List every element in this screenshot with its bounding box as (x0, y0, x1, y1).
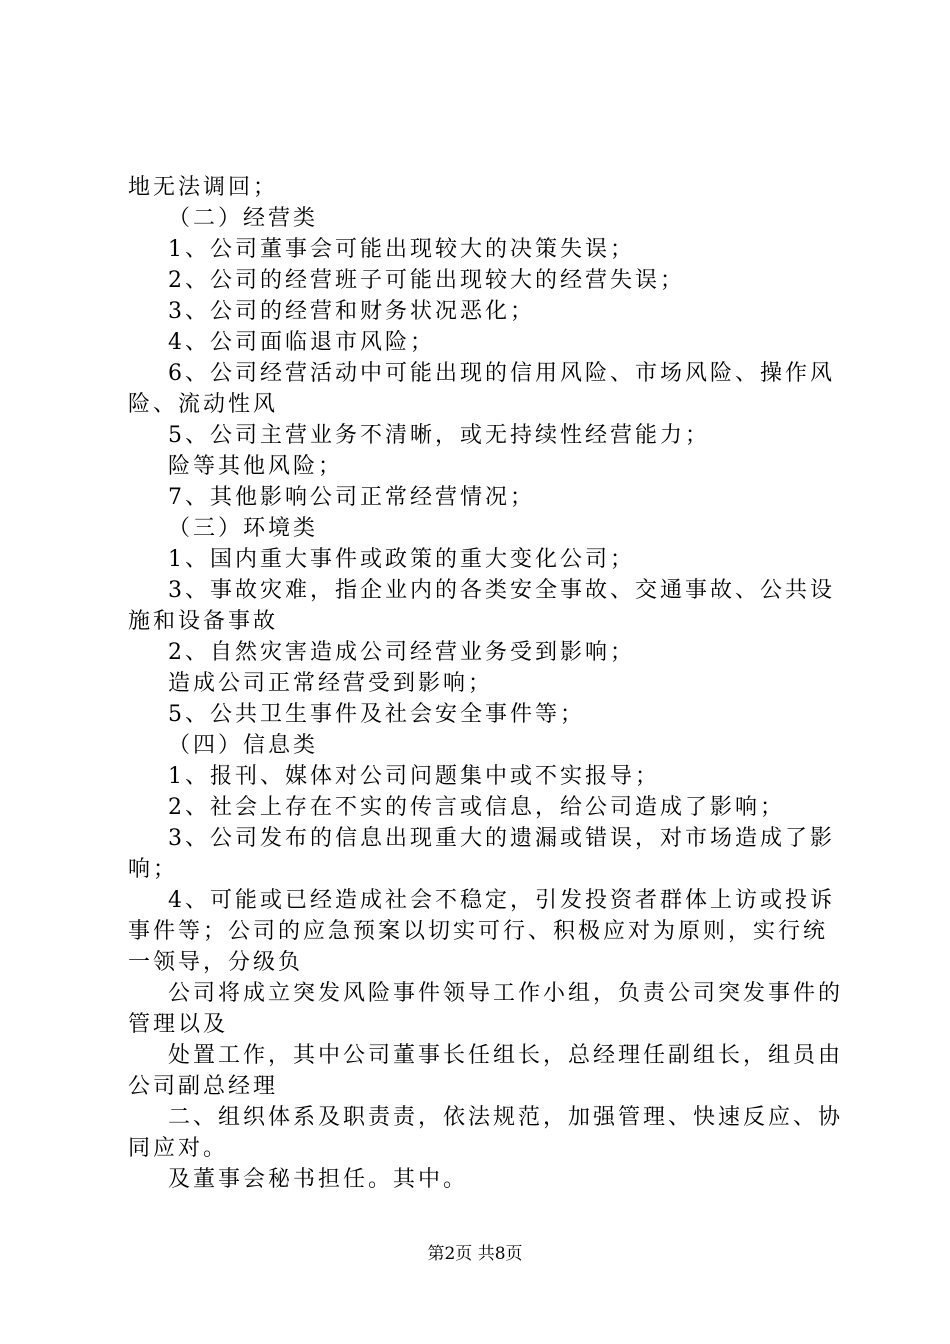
paragraph: 3、公司的经营和财务状况恶化； (128, 299, 535, 324)
paragraph: 及董事会秘书担任。其中。 (128, 1167, 468, 1192)
paragraph: 2、公司的经营班子可能出现较大的经营失误； (128, 268, 685, 293)
paragraph: 3、公司发布的信息出现重大的遗漏或错误，对市场造成了影响； (128, 826, 835, 882)
paragraph: 公司将成立突发风险事件领导工作小组，负责公司突发事件的管理以及 (128, 981, 843, 1037)
paragraph: 二、组织体系及职责责，依法规范，加强管理、快速反应、协同应对。 (128, 1105, 843, 1161)
paragraph: 5、公司主营业务不清晰，或无持续性经营能力； (128, 423, 710, 448)
paragraph: 地无法调回； (128, 175, 279, 200)
section-heading: （三）环境类 (128, 516, 318, 541)
paragraph: 4、公司面临退市风险； (128, 330, 435, 355)
section-heading: （二）经营类 (128, 206, 318, 231)
paragraph: 4、可能或已经造成社会不稳定，引发投资者群体上访或投诉事件等；公司的应急预案以切实可行、积极应对为原则，实行统一领导，分级负 (128, 888, 835, 975)
paragraph: 处置工作，其中公司董事长任组长，总经理任副组长，组员由公司副总经理 (128, 1043, 843, 1099)
paragraph: 1、公司董事会可能出现较大的决策失误； (128, 237, 635, 262)
paragraph: 5、公共卫生事件及社会安全事件等； (128, 702, 585, 727)
paragraph: 1、国内重大事件或政策的重大变化公司； (128, 547, 635, 572)
page-footer (0, 1243, 950, 1265)
paragraph: 3、事故灾难，指企业内的各类安全事故、交通事故、公共设施和设备事故 (128, 578, 835, 634)
paragraph: 7、其他影响公司正常经营情况； (128, 485, 535, 510)
section-heading: （四）信息类 (128, 733, 318, 758)
paragraph: 6、公司经营活动中可能出现的信用风险、市场风险、操作风险、流动性风 (128, 361, 835, 417)
paragraph: 2、自然灾害造成公司经营业务受到影响； (128, 640, 635, 665)
paragraph: 造成公司正常经营受到影响； (128, 671, 493, 696)
paragraph: 1、报刊、媒体对公司问题集中或不实报导； (128, 764, 660, 789)
paragraph: 2、社会上存在不实的传言或信息，给公司造成了影响； (128, 795, 785, 820)
paragraph: 险等其他风险； (128, 454, 343, 479)
page-indicator: 第2页 共8页 (427, 1244, 523, 1264)
document-body (128, 172, 848, 1195)
